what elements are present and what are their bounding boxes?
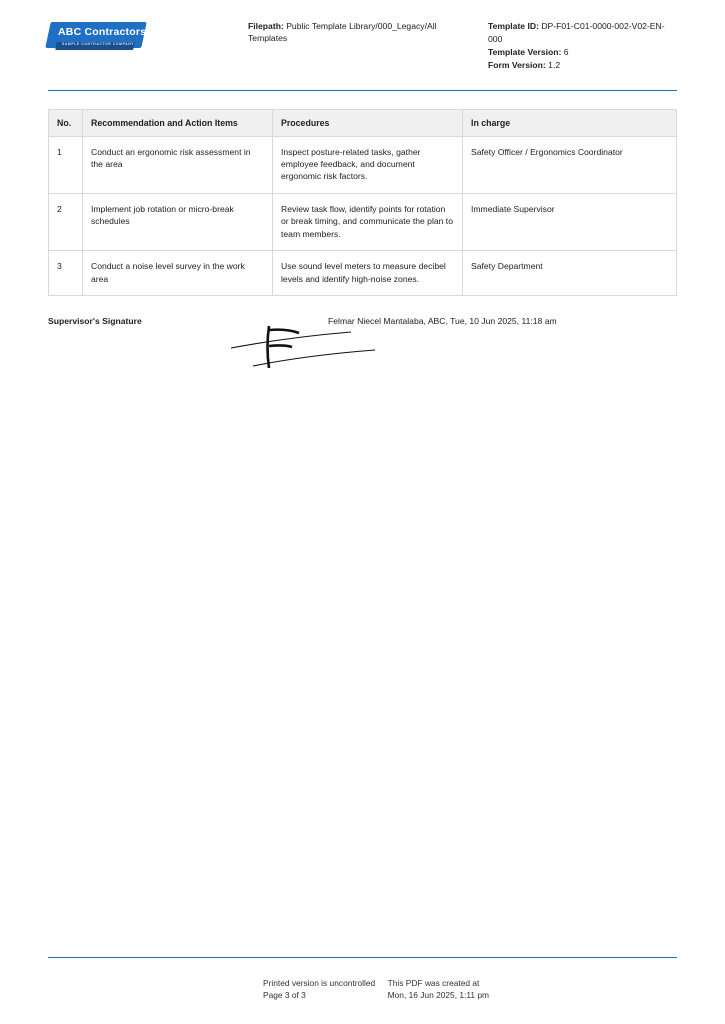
template-id-label: Template ID:: [488, 21, 539, 31]
footer-left-block: [48, 977, 388, 1002]
logo-container: [48, 18, 248, 52]
footer-pdf-created-value: Mon, 16 Jun 2025, 1:11 pm: [387, 990, 489, 1001]
signature-section: [48, 316, 677, 376]
column-header-no: No.: [49, 109, 83, 136]
form-version-label: Form Version:: [488, 59, 546, 70]
logo-tagline: SAMPLE CONTRACTOR COMPANY: [62, 42, 135, 46]
cell-recommendation: Implement job rotation or micro-break schedules: [83, 193, 273, 250]
signature-signer-info: Felmar Niecel Mantalaba, ABC, Tue, 10 Jun 2025, 11:18 am: [328, 316, 557, 327]
cell-no: 2: [49, 193, 83, 250]
recommendations-table-container: [48, 109, 677, 297]
table-row: [49, 136, 677, 193]
cell-procedures: Review task flow, identify points for rotation or break timing, and communicate the plan to team members.: [273, 193, 463, 250]
template-version-value: 6: [563, 46, 569, 57]
cell-in-charge: Safety Department: [463, 251, 677, 296]
cell-recommendation: Conduct an ergonomic risk assessment in the area: [83, 136, 273, 193]
column-header-procedures: Procedures: [273, 109, 463, 136]
template-id-value: DP-F01-C01-0000-002-V02-EN-000: [488, 21, 665, 44]
cell-procedures: Inspect posture-related tasks, gather employee feedback, and document ergonomic risk factors.: [273, 136, 463, 193]
footer-page-label: Page 3 of 3: [263, 990, 306, 1001]
signature-mark: [223, 320, 383, 372]
filepath-value: Public Template Library/000_Legacy/All Templates: [248, 21, 437, 44]
template-version-row: [488, 46, 677, 59]
form-version-value: 1.2: [548, 59, 561, 70]
footer-right-block: [388, 977, 677, 1002]
filepath-label: Filepath:: [248, 21, 284, 31]
cell-procedures: Use sound level meters to measure decibel levels and identify high-noise zones.: [273, 251, 463, 296]
recommendations-table: [48, 109, 677, 297]
cell-recommendation: Conduct a noise level survey in the work area: [83, 251, 273, 296]
footer-uncontrolled-note: Printed version is uncontrolled: [263, 977, 376, 988]
form-version-row: [488, 59, 677, 72]
cell-no: 1: [49, 136, 83, 193]
footer-pdf-created-label: This PDF was created at: [387, 977, 480, 988]
column-header-in-charge: In charge: [463, 109, 677, 136]
footer-divider: [48, 957, 677, 958]
table-row: [49, 193, 677, 250]
template-meta-block: [468, 18, 677, 72]
signature-label: Supervisor's Signature: [48, 316, 142, 327]
cell-in-charge: Safety Officer / Ergonomics Coordinator: [463, 136, 677, 193]
abc-contractors-logo: [48, 22, 147, 52]
filepath-block: [248, 18, 468, 45]
document-header: [0, 0, 725, 72]
template-version-label: Template Version:: [488, 46, 562, 57]
table-header-row: [49, 109, 677, 136]
cell-in-charge: Immediate Supervisor: [463, 193, 677, 250]
logo-company-name: ABC Contractors: [58, 26, 147, 38]
cell-no: 3: [49, 251, 83, 296]
document-footer: [48, 977, 677, 1002]
table-row: [49, 251, 677, 296]
column-header-recommendation: Recommendation and Action Items: [83, 109, 273, 136]
header-divider: [48, 90, 677, 91]
template-id-row: [488, 20, 677, 46]
